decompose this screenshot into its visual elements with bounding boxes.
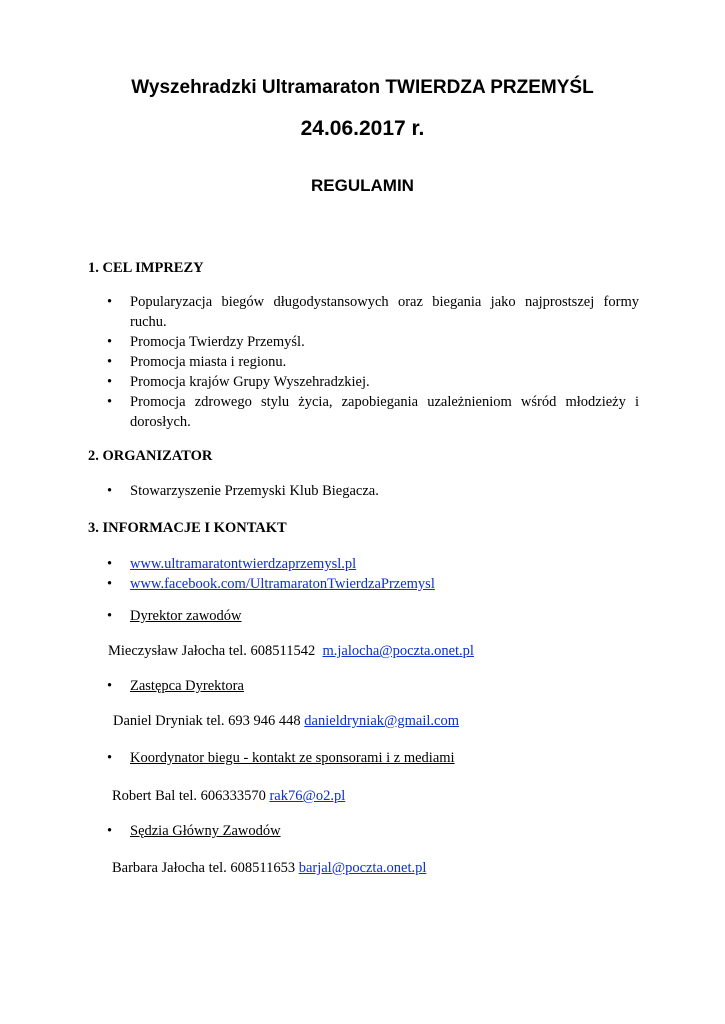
facebook-link[interactable]: www.facebook.com/UltramaratonTwierdzaPrzemysl [130,576,435,592]
link-item [107,554,639,574]
list-item: • Promocja zdrowego stylu życia, zapobiegania uzależnieniom wśród młodzieży i dorosłych. [107,392,639,432]
event-date: 24.06.2017 r. [300,117,425,140]
deputy-email-link[interactable]: danieldryniak@gmail.com [304,713,459,729]
deputy-director-contact: Daniel Dryniak tel. 693 946 448 danieldryniak@gmail.com [113,713,459,729]
director-contact: Mieczysław Jałocha tel. 608511542 m.jalocha@poczta.onet.pl [108,643,474,659]
section-1-list [107,292,639,432]
role-coordinator: • Koordynator biegu - kontakt ze sponsorami i z mediami [107,750,455,766]
list-item: • Popularyzacja biegów długodystansowych oraz biegania jako najprostszej formy ruchu. [107,292,639,332]
role-deputy-director: • Zastępca Dyrektora [107,678,244,694]
chief-judge-email-link[interactable]: barjal@poczta.onet.pl [298,860,427,876]
list-item: • Promocja miasta i regionu. [107,352,639,372]
link-item [107,574,639,594]
coordinator-email-link[interactable]: rak76@o2.pl [269,788,346,804]
bullet: • [107,678,113,694]
list-item: • Promocja Twierdzy Przemyśl. [107,332,639,352]
event-title: Wyszehradzki Ultramaraton TWIERDZA PRZEMYŚL [131,77,594,98]
section-2-heading: 2. ORGANIZATOR [88,448,213,464]
website-link[interactable]: www.ultramaratontwierdzaprzemysl.pl [130,556,357,572]
coordinator-contact: Robert Bal tel. 606333570 rak76@o2.pl [112,788,346,804]
bullet: • [107,750,113,766]
section-3-heading: 3. INFORMACJE I KONTAKT [88,520,287,536]
director-email-link[interactable]: m.jalocha@poczta.onet.pl [322,643,474,659]
list-item: • Stowarzyszenie Przemyski Klub Biegacza. [107,481,639,501]
role-chief-judge: • Sędzia Główny Zawodów [107,823,281,839]
bullet: • [107,823,113,839]
section-2-list [107,481,639,501]
bullet: • [107,608,113,624]
chief-judge-contact: Barbara Jałocha tel. 608511653 barjal@poczta.onet.pl [112,860,427,876]
role-director: • Dyrektor zawodów [107,608,242,624]
section-3-links [107,554,639,594]
list-item: • Promocja krajów Grupy Wyszehradzkiej. [107,372,639,392]
section-1-heading: 1. CEL IMPREZY [88,260,204,276]
document-type: REGULAMIN [311,176,414,195]
